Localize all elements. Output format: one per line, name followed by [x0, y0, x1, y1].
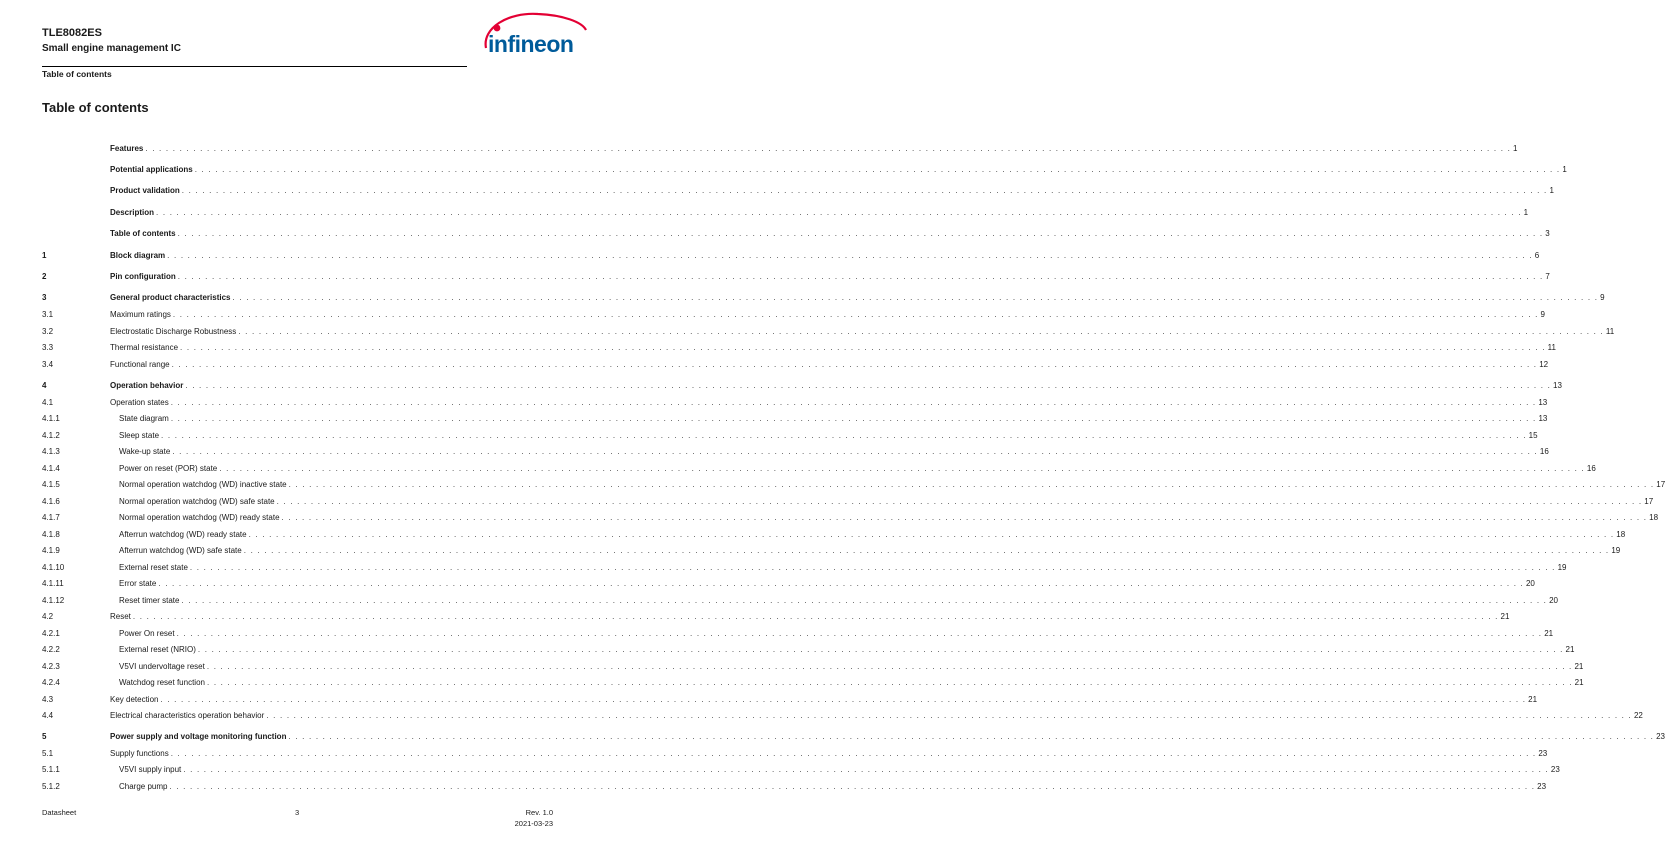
toc-entry-number: 4.4 [42, 711, 54, 720]
toc-entry-page[interactable]: 21 [1565, 645, 1575, 654]
toc-entry-title[interactable]: State diagram [119, 414, 169, 423]
toc-entry-title[interactable]: Maximum ratings [110, 310, 171, 319]
toc-entry[interactable] [42, 677, 1584, 689]
toc-entry-page[interactable]: 13 [1538, 398, 1548, 407]
dot-leader: . . . . . . . . . . . . . . . . . . . . . . . . . . . . . . . . . . . . . . . . . . . . . . . . . . . . . . . . . . . . . . . . . . . . . . . . . . . . . . . . . . . . . . . . . . . . . . . . . . . . . . . . . . . . . . . . . . . . . . . . . . . . . . . . . . . . . . . . . . . . . . . . . . . . . . . . . . . . . . . . . . . . . . . . . . . . . . . . . . . . . . . . . . . . . . . . . . . . . . . . [276, 497, 1643, 506]
toc-entry-number: 4.1.1 [42, 414, 60, 423]
toc-entry[interactable] [42, 309, 1545, 321]
toc-entry[interactable] [42, 250, 1540, 262]
toc-entry-title[interactable]: General product characteristics [110, 293, 231, 302]
toc-entry-title[interactable]: Normal operation watchdog (WD) ready state [119, 513, 280, 522]
toc-entry-title[interactable]: Product validation [110, 186, 180, 195]
dot-leader: . . . . . . . . . . . . . . . . . . . . . . . . . . . . . . . . . . . . . . . . . . . . . . . . . . . . . . . . . . . . . . . . . . . . . . . . . . . . . . . . . . . . . . . . . . . . . . . . . . . . . . . . . . . . . . . . . . . . . . . . . . . . . . . . . . . . . . . . . . . . . . . . . . . . . . . . . . . . . . . . . . . . . . . . . . . . . . . . . . . . . . . . . . . . . . . . . . . . . . . . [219, 464, 1585, 473]
toc-entry-number: 5.1 [42, 749, 54, 758]
toc-entry-page[interactable]: 17 [1644, 497, 1654, 506]
toc-entry-page[interactable]: 19 [1611, 546, 1621, 555]
dot-leader: . . . . . . . . . . . . . . . . . . . . . . . . . . . . . . . . . . . . . . . . . . . . . . . . . . . . . . . . . . . . . . . . . . . . . . . . . . . . . . . . . . . . . . . . . . . . . . . . . . . . . . . . . . . . . . . . . . . . . . . . . . . . . . . . . . . . . . . . . . . . . . . . . . . . . . . . . . . . . . . . . . . . . . . . . . . . . . . . . . . . . . . . . . . . . . . . . . . . . . . . [181, 186, 1548, 195]
toc-entry[interactable] [42, 710, 1643, 722]
toc-entry-title[interactable]: Normal operation watchdog (WD) inactive state [119, 480, 287, 489]
toc-entry[interactable] [42, 644, 1575, 656]
toc-entry-title[interactable]: Power supply and voltage monitoring function [110, 732, 287, 741]
dot-leader: . . . . . . . . . . . . . . . . . . . . . . . . . . . . . . . . . . . . . . . . . . . . . . . . . . . . . . . . . . . . . . . . . . . . . . . . . . . . . . . . . . . . . . . . . . . . . . . . . . . . . . . . . . . . . . . . . . . . . . . . . . . . . . . . . . . . . . . . . . . . . . . . . . . . . . . . . . . . . . . . . . . . . . . . . . . . . . . . . . . . . . . . . . . . . . . . . . . . . . . . [288, 732, 1655, 741]
toc-entry[interactable] [42, 611, 1510, 623]
dot-leader: . . . . . . . . . . . . . . . . . . . . . . . . . . . . . . . . . . . . . . . . . . . . . . . . . . . . . . . . . . . . . . . . . . . . . . . . . . . . . . . . . . . . . . . . . . . . . . . . . . . . . . . . . . . . . . . . . . . . . . . . . . . . . . . . . . . . . . . . . . . . . . . . . . . . . . . . . . . . . . . . . . . . . . . . . . . . . . . . . . . . . . . . . . . . . . . . . . . . . . . . [160, 695, 1527, 704]
toc-entry-page[interactable]: 23 [1538, 749, 1548, 758]
toc-entry-number: 4.2 [42, 612, 54, 621]
toc-entry-page[interactable]: 16 [1586, 464, 1596, 473]
toc-entry-page[interactable]: 11 [1547, 343, 1556, 352]
toc-entry-title[interactable]: Key detection [110, 695, 159, 704]
toc-entry-title[interactable]: External reset state [119, 563, 188, 572]
toc-entry[interactable] [42, 164, 1567, 176]
toc-entry-number: 4.1.10 [42, 563, 65, 572]
toc-entry-number: 4.1.11 [42, 579, 64, 588]
toc-entry[interactable] [42, 529, 1626, 541]
toc-entry-page[interactable]: 12 [1539, 360, 1549, 369]
dot-leader: . . . . . . . . . . . . . . . . . . . . . . . . . . . . . . . . . . . . . . . . . . . . . . . . . . . . . . . . . . . . . . . . . . . . . . . . . . . . . . . . . . . . . . . . . . . . . . . . . . . . . . . . . . . . . . . . . . . . . . . . . . . . . . . . . . . . . . . . . . . . . . . . . . . . . . . . . . . . . . . . . . . . . . . . . . . . . . . . . . . . . . . . . . . . . . . . . . . . . . . . [248, 530, 1615, 539]
toc-entry-title[interactable]: Normal operation watchdog (WD) safe state [119, 497, 275, 506]
dot-leader: . . . . . . . . . . . . . . . . . . . . . . . . . . . . . . . . . . . . . . . . . . . . . . . . . . . . . . . . . . . . . . . . . . . . . . . . . . . . . . . . . . . . . . . . . . . . . . . . . . . . . . . . . . . . . . . . . . . . . . . . . . . . . . . . . . . . . . . . . . . . . . . . . . . . . . . . . . . . . . . . . . . . . . . . . . . . . . . . . . . . . . . . . . . . . . . . . . . . . . . . [156, 208, 1522, 217]
toc-entry-number: 4.2.4 [42, 678, 60, 687]
toc-entry-number: 3.3 [42, 343, 54, 352]
toc-entry-number: 4.1.12 [42, 596, 65, 605]
toc-entry-number: 4.2.1 [42, 629, 60, 638]
toc-entry-title[interactable]: Charge pump [119, 782, 168, 791]
toc-entry-number: 4.1.6 [42, 497, 60, 506]
toc-entry-title[interactable]: Sleep state [119, 431, 160, 440]
toc-entry-title[interactable]: Watchdog reset function [119, 678, 205, 687]
toc-entry[interactable] [42, 496, 1654, 508]
dot-leader: . . . . . . . . . . . . . . . . . . . . . . . . . . . . . . . . . . . . . . . . . . . . . . . . . . . . . . . . . . . . . . . . . . . . . . . . . . . . . . . . . . . . . . . . . . . . . . . . . . . . . . . . . . . . . . . . . . . . . . . . . . . . . . . . . . . . . . . . . . . . . . . . . . . . . . . . . . . . . . . . . . . . . . . . . . . . . . . . . . . . . . . . . . . . . . . . . . . . . . . . [266, 711, 1632, 720]
toc-entry[interactable] [42, 397, 1548, 409]
toc-entry-page[interactable]: 20 [1525, 579, 1535, 588]
toc-entry[interactable] [42, 207, 1529, 219]
toc-entry-title[interactable]: Electrostatic Discharge Robustness [110, 327, 237, 336]
toc-entry-page[interactable]: 23 [1656, 732, 1665, 741]
toc-entry[interactable] [42, 479, 1665, 491]
toc-entry[interactable] [42, 342, 1556, 354]
dot-leader: . . . . . . . . . . . . . . . . . . . . . . . . . . . . . . . . . . . . . . . . . . . . . . . . . . . . . . . . . . . . . . . . . . . . . . . . . . . . . . . . . . . . . . . . . . . . . . . . . . . . . . . . . . . . . . . . . . . . . . . . . . . . . . . . . . . . . . . . . . . . . . . . . . . . . . . . . . . . . . . . . . . . . . . . . . . . . . . . . . . . . . . . . . . . . . . . . . . . . . . . [183, 765, 1549, 774]
toc-entry-number: 4.1.4 [42, 464, 60, 473]
toc-entry[interactable] [42, 764, 1560, 776]
toc-entry[interactable] [42, 545, 1621, 557]
dot-leader: . . . . . . . . . . . . . . . . . . . . . . . . . . . . . . . . . . . . . . . . . . . . . . . . . . . . . . . . . . . . . . . . . . . . . . . . . . . . . . . . . . . . . . . . . . . . . . . . . . . . . . . . . . . . . . . . . . . . . . . . . . . . . . . . . . . . . . . . . . . . . . . . . . . . . . . . . . . . . . . . . . . . . . . . . . . . . . . . . . . . . . . . . . . . . . . . . . . . . . . . [206, 662, 1573, 671]
dot-leader: . . . . . . . . . . . . . . . . . . . . . . . . . . . . . . . . . . . . . . . . . . . . . . . . . . . . . . . . . . . . . . . . . . . . . . . . . . . . . . . . . . . . . . . . . . . . . . . . . . . . . . . . . . . . . . . . . . . . . . . . . . . . . . . . . . . . . . . . . . . . . . . . . . . . . . . . . . . . . . . . . . . . . . . . . . . . . . . . . . . . . . . . . . . . . . . . . . . . . . . . [180, 343, 1546, 352]
dot-leader: . . . . . . . . . . . . . . . . . . . . . . . . . . . . . . . . . . . . . . . . . . . . . . . . . . . . . . . . . . . . . . . . . . . . . . . . . . . . . . . . . . . . . . . . . . . . . . . . . . . . . . . . . . . . . . . . . . . . . . . . . . . . . . . . . . . . . . . . . . . . . . . . . . . . . . . . . . . . . . . . . . . . . . . . . . . . . . . . . . . . . . . . . . . . . . . . . . . . . . . . [145, 144, 1511, 153]
toc-entry-number: 4.1.7 [42, 513, 60, 522]
toc-entry-page[interactable]: 1 [1549, 186, 1554, 195]
footer-revision: Rev. 1.0 [525, 808, 553, 817]
toc-heading: Table of contents [42, 100, 149, 115]
toc-entry-page[interactable]: 11 [1605, 327, 1615, 336]
toc-entry-number: 4.1.2 [42, 431, 60, 440]
toc-entry[interactable] [42, 185, 1554, 197]
toc-entry-title[interactable]: Features [110, 144, 144, 153]
toc-entry[interactable] [42, 463, 1596, 475]
toc-entry-page[interactable]: 3 [1545, 229, 1550, 238]
dot-leader: . . . . . . . . . . . . . . . . . . . . . . . . . . . . . . . . . . . . . . . . . . . . . . . . . . . . . . . . . . . . . . . . . . . . . . . . . . . . . . . . . . . . . . . . . . . . . . . . . . . . . . . . . . . . . . . . . . . . . . . . . . . . . . . . . . . . . . . . . . . . . . . . . . . . . . . . . . . . . . . . . . . . . . . . . . . . . . . . . . . . . . . . . . . . . . . . . . . . . . . . [171, 360, 1538, 369]
dot-leader: . . . . . . . . . . . . . . . . . . . . . . . . . . . . . . . . . . . . . . . . . . . . . . . . . . . . . . . . . . . . . . . . . . . . . . . . . . . . . . . . . . . . . . . . . . . . . . . . . . . . . . . . . . . . . . . . . . . . . . . . . . . . . . . . . . . . . . . . . . . . . . . . . . . . . . . . . . . . . . . . . . . . . . . . . . . . . . . . . . . . . . . . . . . . . . . . . . . . . . . . [232, 293, 1599, 302]
toc-entry-number: 5 [42, 732, 47, 741]
dot-leader: . . . . . . . . . . . . . . . . . . . . . . . . . . . . . . . . . . . . . . . . . . . . . . . . . . . . . . . . . . . . . . . . . . . . . . . . . . . . . . . . . . . . . . . . . . . . . . . . . . . . . . . . . . . . . . . . . . . . . . . . . . . . . . . . . . . . . . . . . . . . . . . . . . . . . . . . . . . . . . . . . . . . . . . . . . . . . . . . . . . . . . . . . . . . . . . . . . . . . . . . [238, 327, 1604, 336]
toc-entry-title[interactable]: Afterrun watchdog (WD) safe state [119, 546, 242, 555]
dot-leader: . . . . . . . . . . . . . . . . . . . . . . . . . . . . . . . . . . . . . . . . . . . . . . . . . . . . . . . . . . . . . . . . . . . . . . . . . . . . . . . . . . . . . . . . . . . . . . . . . . . . . . . . . . . . . . . . . . . . . . . . . . . . . . . . . . . . . . . . . . . . . . . . . . . . . . . . . . . . . . . . . . . . . . . . . . . . . . . . . . . . . . . . . . . . . . . . . . . . . . . . [181, 596, 1548, 605]
toc-entry-number: 4.1 [42, 398, 54, 407]
product-name: TLE8082ES [42, 27, 102, 39]
dot-leader: . . . . . . . . . . . . . . . . . . . . . . . . . . . . . . . . . . . . . . . . . . . . . . . . . . . . . . . . . . . . . . . . . . . . . . . . . . . . . . . . . . . . . . . . . . . . . . . . . . . . . . . . . . . . . . . . . . . . . . . . . . . . . . . . . . . . . . . . . . . . . . . . . . . . . . . . . . . . . . . . . . . . . . . . . . . . . . . . . . . . . . . . . . . . . . . . . . . . . . . . [189, 563, 1556, 572]
toc-entry-number: 1 [42, 251, 47, 260]
toc-entry-number: 4 [42, 381, 47, 390]
toc-entry[interactable] [42, 359, 1549, 371]
toc-entry[interactable] [42, 731, 1665, 743]
toc-entry[interactable] [42, 413, 1548, 425]
toc-entry-title[interactable]: Power On reset [119, 629, 175, 638]
toc-entry-title[interactable]: Operation states [110, 398, 169, 407]
toc-entry[interactable] [42, 562, 1567, 574]
toc-entry-page[interactable]: 9 [1540, 310, 1545, 319]
toc-entry-number: 4.2.3 [42, 662, 60, 671]
toc-entry-page[interactable]: 17 [1656, 480, 1665, 489]
toc-entry[interactable] [42, 143, 1518, 155]
dot-leader: . . . . . . . . . . . . . . . . . . . . . . . . . . . . . . . . . . . . . . . . . . . . . . . . . . . . . . . . . . . . . . . . . . . . . . . . . . . . . . . . . . . . . . . . . . . . . . . . . . . . . . . . . . . . . . . . . . . . . . . . . . . . . . . . . . . . . . . . . . . . . . . . . . . . . . . . . . . . . . . . . . . . . . . . . . . . . . . . . . . . . . . . . . . . . . . . . . . . . . . . [172, 447, 1538, 456]
dot-leader: . . . . . . . . . . . . . . . . . . . . . . . . . . . . . . . . . . . . . . . . . . . . . . . . . . . . . . . . . . . . . . . . . . . . . . . . . . . . . . . . . . . . . . . . . . . . . . . . . . . . . . . . . . . . . . . . . . . . . . . . . . . . . . . . . . . . . . . . . . . . . . . . . . . . . . . . . . . . . . . . . . . . . . . . . . . . . . . . . . . . . . . . . . . . . . . . . . . . . . . . [281, 513, 1648, 522]
toc-entry-page[interactable]: 1 [1523, 208, 1529, 217]
toc-entry-title[interactable]: Functional range [110, 360, 170, 369]
toc-entry-number: 5.1.1 [42, 765, 60, 774]
dot-leader: . . . . . . . . . . . . . . . . . . . . . . . . . . . . . . . . . . . . . . . . . . . . . . . . . . . . . . . . . . . . . . . . . . . . . . . . . . . . . . . . . . . . . . . . . . . . . . . . . . . . . . . . . . . . . . . . . . . . . . . . . . . . . . . . . . . . . . . . . . . . . . . . . . . . . . . . . . . . . . . . . . . . . . . . . . . . . . . . . . . . . . . . . . . . . . . . . . . . . . . . [172, 310, 1539, 319]
toc-entry-number: 4.1.8 [42, 530, 60, 539]
dot-leader: . . . . . . . . . . . . . . . . . . . . . . . . . . . . . . . . . . . . . . . . . . . . . . . . . . . . . . . . . . . . . . . . . . . . . . . . . . . . . . . . . . . . . . . . . . . . . . . . . . . . . . . . . . . . . . . . . . . . . . . . . . . . . . . . . . . . . . . . . . . . . . . . . . . . . . . . . . . . . . . . . . . . . . . . . . . . . . . . . . . . . . . . . . . . . . . . . . . . . . . . [169, 782, 1536, 791]
toc-entry-title[interactable]: Supply functions [110, 749, 169, 758]
toc-entry-page[interactable]: 21 [1574, 678, 1584, 687]
dot-leader: . . . . . . . . . . . . . . . . . . . . . . . . . . . . . . . . . . . . . . . . . . . . . . . . . . . . . . . . . . . . . . . . . . . . . . . . . . . . . . . . . . . . . . . . . . . . . . . . . . . . . . . . . . . . . . . . . . . . . . . . . . . . . . . . . . . . . . . . . . . . . . . . . . . . . . . . . . . . . . . . . . . . . . . . . . . . . . . . . . . . . . . . . . . . . . . . . . . . . . . . [197, 645, 1564, 654]
toc-entry-title[interactable]: Electrical characteristics operation behavior [110, 711, 265, 720]
toc-entry-page[interactable]: 19 [1557, 563, 1567, 572]
toc-entry[interactable] [42, 228, 1550, 240]
toc-entry-page[interactable]: 18 [1616, 530, 1626, 539]
dot-leader: . . . . . . . . . . . . . . . . . . . . . . . . . . . . . . . . . . . . . . . . . . . . . . . . . . . . . . . . . . . . . . . . . . . . . . . . . . . . . . . . . . . . . . . . . . . . . . . . . . . . . . . . . . . . . . . . . . . . . . . . . . . . . . . . . . . . . . . . . . . . . . . . . . . . . . . . . . . . . . . . . . . . . . . . . . . . . . . . . . . . . . . . . . . . . . . . . . . . . . . . [194, 165, 1561, 174]
toc-entry-page[interactable]: 15 [1528, 431, 1538, 440]
toc-entry-number: 4.2.2 [42, 645, 60, 654]
toc-entry-page[interactable]: 21 [1544, 629, 1554, 638]
toc-entry[interactable] [42, 661, 1584, 673]
toc-entry-page[interactable]: 21 [1574, 662, 1584, 671]
toc-entry[interactable] [42, 595, 1559, 607]
toc-entry-title[interactable]: Wake-up state [119, 447, 171, 456]
toc-entry-page[interactable]: 16 [1539, 447, 1549, 456]
toc-entry-page[interactable]: 1 [1562, 165, 1567, 174]
toc-entry-title[interactable]: External reset (NRIO) [119, 645, 196, 654]
toc-entry[interactable] [42, 271, 1550, 283]
toc-entry-page[interactable]: 22 [1633, 711, 1643, 720]
toc-entry[interactable] [42, 380, 1562, 392]
infineon-logo [478, 8, 590, 64]
footer-page-number: 3 [295, 808, 300, 817]
toc-entry-title[interactable]: Table of contents [110, 229, 176, 238]
toc-entry[interactable] [42, 292, 1605, 304]
toc-entry-title[interactable]: Block diagram [110, 251, 166, 260]
toc-entry[interactable] [42, 430, 1538, 442]
dot-leader: . . . . . . . . . . . . . . . . . . . . . . . . . . . . . . . . . . . . . . . . . . . . . . . . . . . . . . . . . . . . . . . . . . . . . . . . . . . . . . . . . . . . . . . . . . . . . . . . . . . . . . . . . . . . . . . . . . . . . . . . . . . . . . . . . . . . . . . . . . . . . . . . . . . . . . . . . . . . . . . . . . . . . . . . . . . . . . . . . . . . . . . . . . . . . . . . . . . . . . . . [158, 579, 1524, 588]
toc-entry-title[interactable]: Afterrun watchdog (WD) ready state [119, 530, 247, 539]
toc-entry[interactable] [42, 748, 1548, 760]
toc-entry-title[interactable]: Description [110, 208, 155, 217]
toc-entry-page[interactable]: 23 [1550, 765, 1560, 774]
dot-leader: . . . . . . . . . . . . . . . . . . . . . . . . . . . . . . . . . . . . . . . . . . . . . . . . . . . . . . . . . . . . . . . . . . . . . . . . . . . . . . . . . . . . . . . . . . . . . . . . . . . . . . . . . . . . . . . . . . . . . . . . . . . . . . . . . . . . . . . . . . . . . . . . . . . . . . . . . . . . . . . . . . . . . . . . . . . . . . . . . . . . . . . . . . . . . . . . . . . . . . . . [177, 272, 1544, 281]
dot-leader: . . . . . . . . . . . . . . . . . . . . . . . . . . . . . . . . . . . . . . . . . . . . . . . . . . . . . . . . . . . . . . . . . . . . . . . . . . . . . . . . . . . . . . . . . . . . . . . . . . . . . . . . . . . . . . . . . . . . . . . . . . . . . . . . . . . . . . . . . . . . . . . . . . . . . . . . . . . . . . . . . . . . . . . . . . . . . . . . . . . . . . . . . . . . . . . . . . . . . . . . [170, 749, 1537, 758]
dot-leader: . . . . . . . . . . . . . . . . . . . . . . . . . . . . . . . . . . . . . . . . . . . . . . . . . . . . . . . . . . . . . . . . . . . . . . . . . . . . . . . . . . . . . . . . . . . . . . . . . . . . . . . . . . . . . . . . . . . . . . . . . . . . . . . . . . . . . . . . . . . . . . . . . . . . . . . . . . . . . . . . . . . . . . . . . . . . . . . . . . . . . . . . . . . . . . . . . . . . . . . . [185, 381, 1551, 390]
dot-leader: . . . . . . . . . . . . . . . . . . . . . . . . . . . . . . . . . . . . . . . . . . . . . . . . . . . . . . . . . . . . . . . . . . . . . . . . . . . . . . . . . . . . . . . . . . . . . . . . . . . . . . . . . . . . . . . . . . . . . . . . . . . . . . . . . . . . . . . . . . . . . . . . . . . . . . . . . . . . . . . . . . . . . . . . . . . . . . . . . . . . . . . . . . . . . . . . . . . . . . . . [176, 629, 1543, 638]
logo-wordmark: infineon [488, 31, 574, 57]
toc-entry-page[interactable]: 1 [1513, 144, 1518, 153]
toc-entry-title[interactable]: Error state [119, 579, 157, 588]
toc-entry-page[interactable]: 21 [1500, 612, 1510, 621]
toc-entry[interactable] [42, 694, 1538, 706]
toc-entry-title[interactable]: Reset timer state [119, 596, 180, 605]
toc-entry[interactable] [42, 578, 1535, 590]
header-divider [42, 66, 467, 67]
dot-leader: . . . . . . . . . . . . . . . . . . . . . . . . . . . . . . . . . . . . . . . . . . . . . . . . . . . . . . . . . . . . . . . . . . . . . . . . . . . . . . . . . . . . . . . . . . . . . . . . . . . . . . . . . . . . . . . . . . . . . . . . . . . . . . . . . . . . . . . . . . . . . . . . . . . . . . . . . . . . . . . . . . . . . . . . . . . . . . . . . . . . . . . . . . . . . . . . . . . . . . . . [132, 612, 1499, 621]
toc-entry-number: 3 [42, 293, 47, 302]
toc-entry-page[interactable]: 7 [1545, 272, 1550, 281]
toc-entry-number: 3.2 [42, 327, 54, 336]
footer-doc-type: Datasheet [42, 808, 77, 817]
toc-entry-title[interactable]: Thermal resistance [110, 343, 179, 352]
dot-leader: . . . . . . . . . . . . . . . . . . . . . . . . . . . . . . . . . . . . . . . . . . . . . . . . . . . . . . . . . . . . . . . . . . . . . . . . . . . . . . . . . . . . . . . . . . . . . . . . . . . . . . . . . . . . . . . . . . . . . . . . . . . . . . . . . . . . . . . . . . . . . . . . . . . . . . . . . . . . . . . . . . . . . . . . . . . . . . . . . . . . . . . . . . . . . . . . . . . . . . . . [161, 431, 1527, 440]
toc-entry[interactable] [42, 446, 1549, 458]
toc-entry-number: 5.1.2 [42, 782, 60, 791]
toc-entry-page[interactable]: 18 [1649, 513, 1659, 522]
toc-entry-title[interactable]: Potential applications [110, 165, 193, 174]
toc-entry[interactable] [42, 512, 1659, 524]
toc-entry-page[interactable]: 13 [1538, 414, 1548, 423]
toc-entry-number: 4.3 [42, 695, 54, 704]
dot-leader: . . . . . . . . . . . . . . . . . . . . . . . . . . . . . . . . . . . . . . . . . . . . . . . . . . . . . . . . . . . . . . . . . . . . . . . . . . . . . . . . . . . . . . . . . . . . . . . . . . . . . . . . . . . . . . . . . . . . . . . . . . . . . . . . . . . . . . . . . . . . . . . . . . . . . . . . . . . . . . . . . . . . . . . . . . . . . . . . . . . . . . . . . . . . . . . . . . . . . . . . [170, 398, 1537, 407]
toc-entry-title[interactable]: Operation behavior [110, 381, 184, 390]
toc-entry-page[interactable]: 6 [1534, 251, 1540, 260]
toc-entry-title[interactable]: Power on reset (POR) state [119, 464, 218, 473]
footer-date: 2021-03-23 [514, 819, 553, 828]
toc-entry-page[interactable]: 20 [1549, 596, 1559, 605]
dot-leader: . . . . . . . . . . . . . . . . . . . . . . . . . . . . . . . . . . . . . . . . . . . . . . . . . . . . . . . . . . . . . . . . . . . . . . . . . . . . . . . . . . . . . . . . . . . . . . . . . . . . . . . . . . . . . . . . . . . . . . . . . . . . . . . . . . . . . . . . . . . . . . . . . . . . . . . . . . . . . . . . . . . . . . . . . . . . . . . . . . . . . . . . . . . . . . . . . . . . . . . . [167, 251, 1533, 260]
dot-leader: . . . . . . . . . . . . . . . . . . . . . . . . . . . . . . . . . . . . . . . . . . . . . . . . . . . . . . . . . . . . . . . . . . . . . . . . . . . . . . . . . . . . . . . . . . . . . . . . . . . . . . . . . . . . . . . . . . . . . . . . . . . . . . . . . . . . . . . . . . . . . . . . . . . . . . . . . . . . . . . . . . . . . . . . . . . . . . . . . . . . . . . . . . . . . . . . . . . . . . . . [170, 414, 1537, 423]
toc-entry[interactable] [42, 326, 1615, 338]
toc-entry-title[interactable]: Reset [110, 612, 131, 621]
dot-leader: . . . . . . . . . . . . . . . . . . . . . . . . . . . . . . . . . . . . . . . . . . . . . . . . . . . . . . . . . . . . . . . . . . . . . . . . . . . . . . . . . . . . . . . . . . . . . . . . . . . . . . . . . . . . . . . . . . . . . . . . . . . . . . . . . . . . . . . . . . . . . . . . . . . . . . . . . . . . . . . . . . . . . . . . . . . . . . . . . . . . . . . . . . . . . . . . . . . . . . . . [288, 480, 1655, 489]
toc-entry-title[interactable]: Pin configuration [110, 272, 176, 281]
toc-entry-title[interactable]: V5VI undervoltage reset [119, 662, 205, 671]
toc-entry[interactable] [42, 628, 1554, 640]
toc-entry-page[interactable]: 9 [1600, 293, 1605, 302]
toc-entry-page[interactable]: 21 [1528, 695, 1538, 704]
dot-leader: . . . . . . . . . . . . . . . . . . . . . . . . . . . . . . . . . . . . . . . . . . . . . . . . . . . . . . . . . . . . . . . . . . . . . . . . . . . . . . . . . . . . . . . . . . . . . . . . . . . . . . . . . . . . . . . . . . . . . . . . . . . . . . . . . . . . . . . . . . . . . . . . . . . . . . . . . . . . . . . . . . . . . . . . . . . . . . . . . . . . . . . . . . . . . . . . . . . . . . . . [206, 678, 1573, 687]
toc-entry-number: 2 [42, 272, 47, 281]
toc-entry-number: 4.1.9 [42, 546, 60, 555]
toc-entry-number: 4.1.5 [42, 480, 60, 489]
toc-entry[interactable] [42, 781, 1547, 793]
toc-entry-number: 3.4 [42, 360, 54, 369]
dot-leader: . . . . . . . . . . . . . . . . . . . . . . . . . . . . . . . . . . . . . . . . . . . . . . . . . . . . . . . . . . . . . . . . . . . . . . . . . . . . . . . . . . . . . . . . . . . . . . . . . . . . . . . . . . . . . . . . . . . . . . . . . . . . . . . . . . . . . . . . . . . . . . . . . . . . . . . . . . . . . . . . . . . . . . . . . . . . . . . . . . . . . . . . . . . . . . . . . . . . . . . . [243, 546, 1610, 555]
toc-entry-title[interactable]: V5VI supply input [119, 765, 182, 774]
toc-entry-number: 3.1 [42, 310, 54, 319]
toc-entry-page[interactable]: 13 [1553, 381, 1562, 390]
toc-entry-page[interactable]: 23 [1537, 782, 1547, 791]
product-subtitle: Small engine management IC [42, 43, 181, 54]
toc-entry-number: 4.1.3 [42, 447, 60, 456]
dot-leader: . . . . . . . . . . . . . . . . . . . . . . . . . . . . . . . . . . . . . . . . . . . . . . . . . . . . . . . . . . . . . . . . . . . . . . . . . . . . . . . . . . . . . . . . . . . . . . . . . . . . . . . . . . . . . . . . . . . . . . . . . . . . . . . . . . . . . . . . . . . . . . . . . . . . . . . . . . . . . . . . . . . . . . . . . . . . . . . . . . . . . . . . . . . . . . . . . . . . . . . . [177, 229, 1544, 238]
running-section-title: Table of contents [42, 69, 112, 79]
